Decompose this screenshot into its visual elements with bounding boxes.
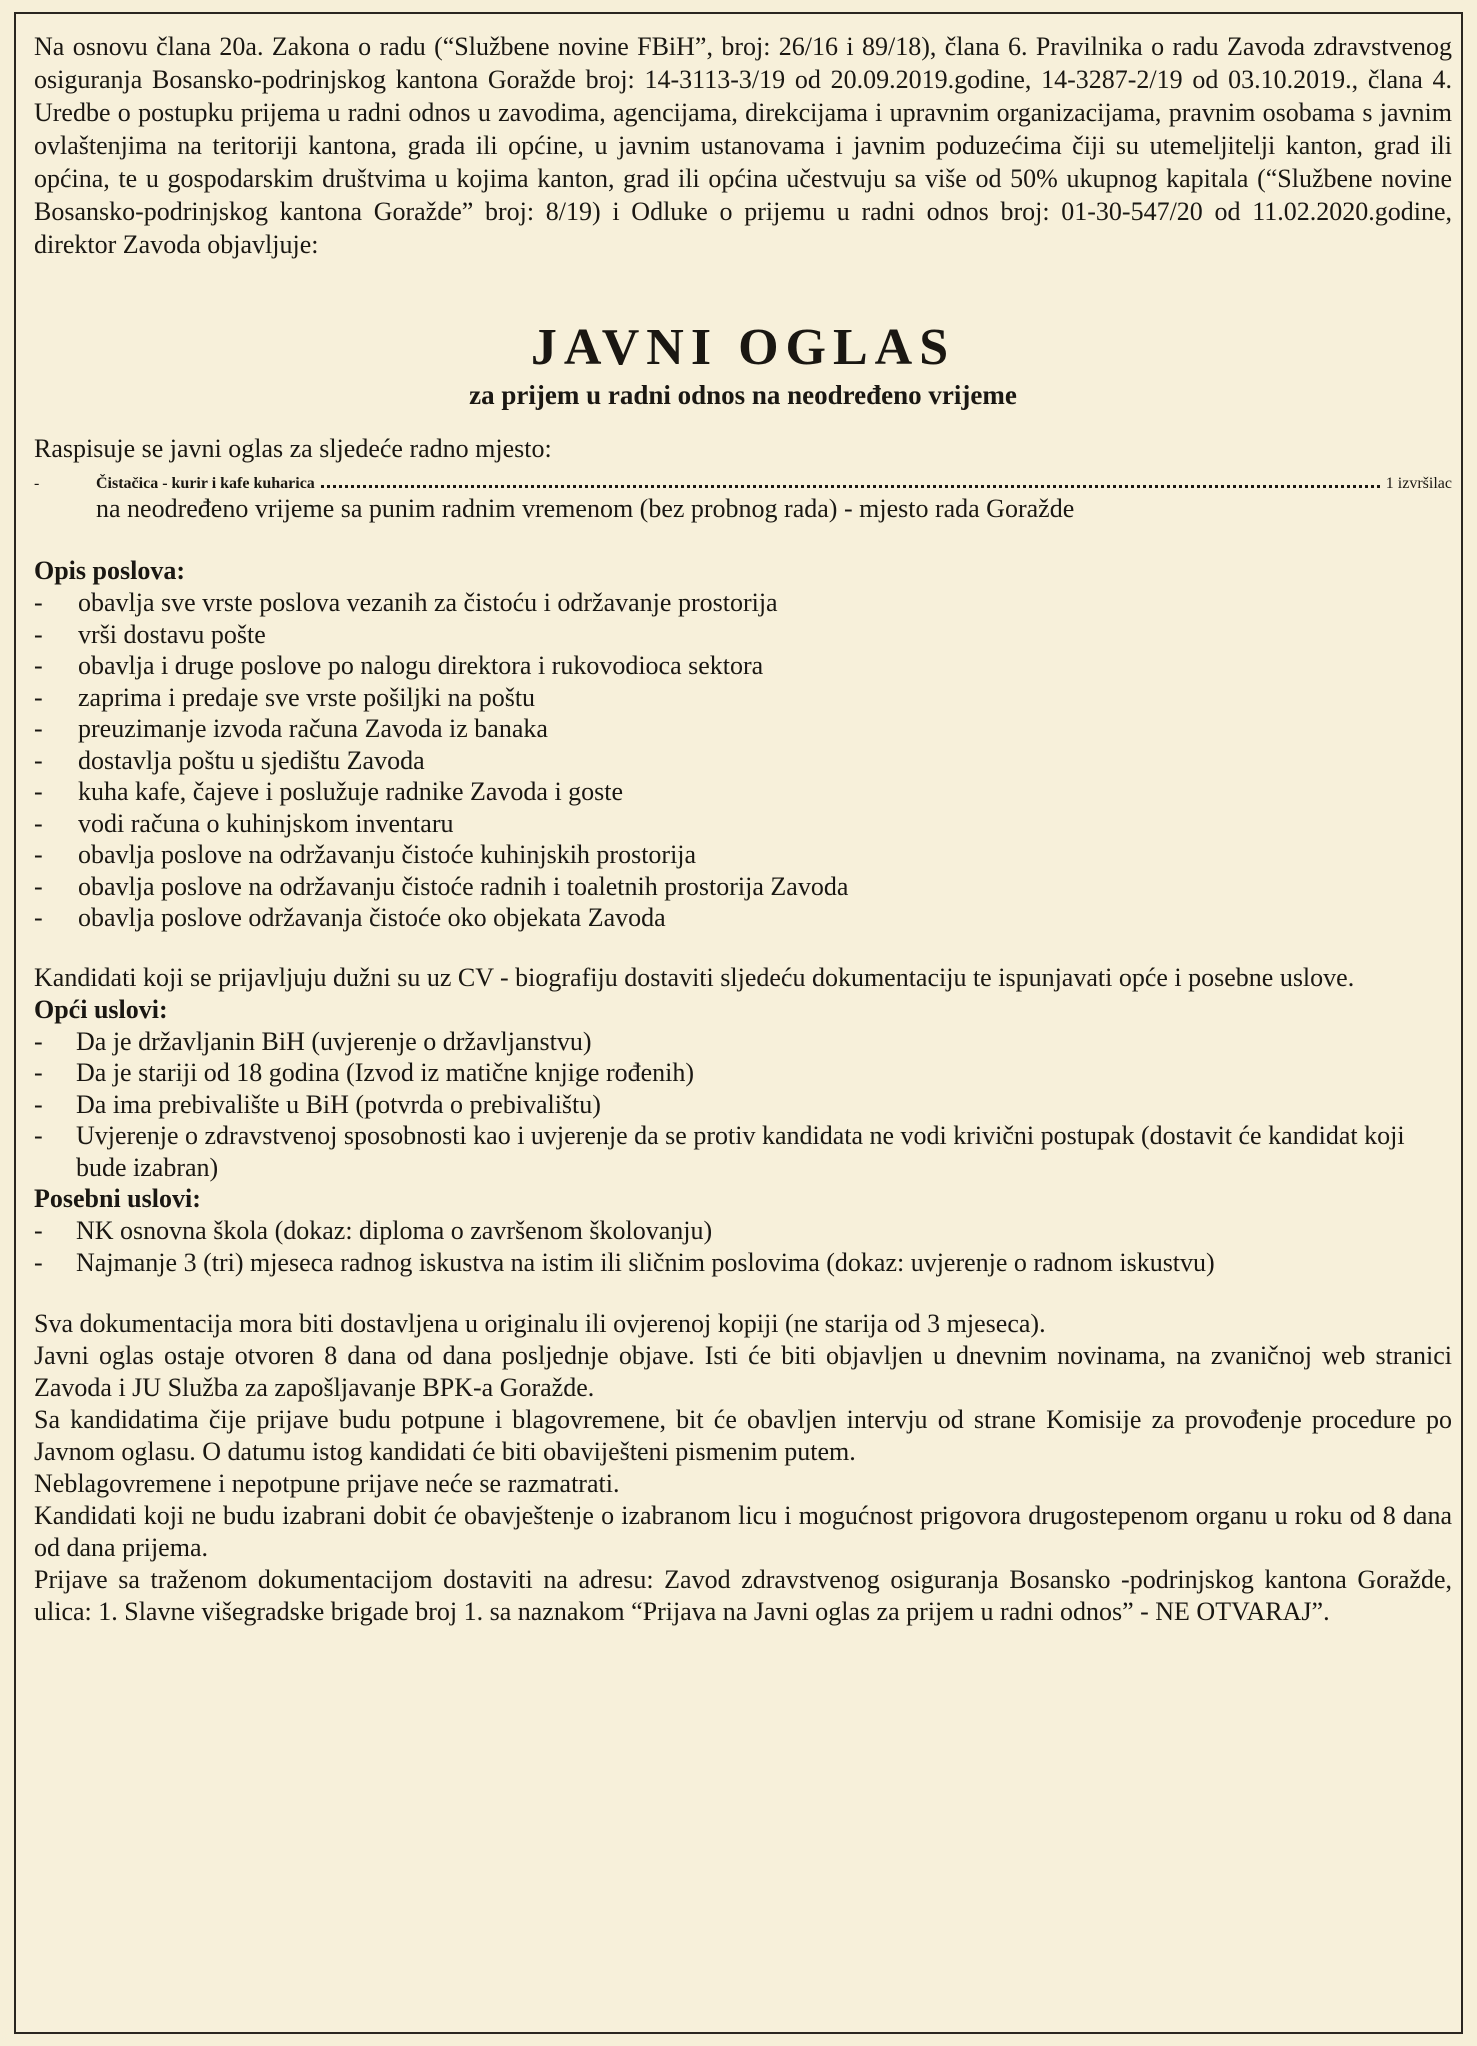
bullet-dash: - (34, 651, 43, 680)
list-item (34, 619, 1452, 651)
closing-paragraph: Sva dokumentacija mora biti dostavljena u originalu ili ovjerenoj kopiji (ne starija od 3 mjeseca). (34, 1309, 1046, 1338)
closing-paragraph: Sa kandidatima čije prijave budu potpune i blagovremene, bit će obavljen intervju od strane Komisije za provođenje procedure po Javnom oglasu. O datumu istog kandidati će biti obaviješteni pismenim putem. (34, 1405, 1452, 1466)
list-item-text: NK osnovna škola (dokaz: diploma o završenom školovanju) (76, 1216, 713, 1245)
list-item-text: vrši dostavu pošte (78, 619, 266, 649)
list-item-text: obavlja poslove na održavanju čistoće radnih i toaletnih prostorija Zavoda (78, 871, 849, 901)
closing-paragraph: Javni oglas ostaje otvoren 8 dana od dana posljednje objave. Isti će biti objavljen u dnevnim novinama, na zvaničnoj web stranici Zavoda i JU Služba za zapošljavanje BPK-a Goražde. (34, 1341, 1452, 1402)
intro-paragraph: Na osnovu člana 20a. Zakona o radu (“Službene novine FBiH”, broj: 26/16 i 89/18), člana 6. Pravilnika o radu Zavoda zdravstvenog osiguranja Bosansko-podrinjskog kantona Goražde broj: 14-3113-3/19 od 20.09.2019.godine, 14-3287-2/19 od 03.10.2019., člana 4. Uredbe o postupku prijema u radni odnos u zavodima, agencijama, direkcijama i upravnim organizacijama, pravnim osobama s javnim ovlaštenjima na teritoriji kantona, grada ili općine, u javnim ustanovama i javnim poduzećima čiji su utemeljitelji kanton, grad ili općina, te u gospodarskim društvima u kojima kanton, grad ili općina učestvuju sa više od 50% ukupnog kapitala (“Službene novine Bosansko-podrinjskog kantona Goražde” broj: 8/19) i Odluke o prijemu u radni odnos broj: 01-30-547/20 od 11.02.2020.godine, direktor Zavoda objavljuje: (34, 32, 1452, 259)
bullet-dash: - (34, 588, 43, 617)
list-item-text: preuzimanje izvoda računa Zavoda iz banaka (78, 714, 548, 743)
general-conditions-heading: Opći uslovi: (34, 994, 168, 1024)
duties-list (34, 587, 1452, 934)
duties-heading: Opis poslova: (34, 556, 185, 585)
list-item (34, 1026, 1452, 1058)
closing-section (34, 1308, 1452, 1628)
special-conditions-list (34, 1215, 1452, 1278)
list-item (34, 839, 1452, 871)
list-item (34, 1215, 1452, 1247)
bullet-dash: - (34, 619, 43, 649)
position-count: 1 izvršilac (1385, 475, 1452, 492)
document-title: JAVNI OGLAS (530, 319, 956, 376)
list-item-text: Uvjerenje o zdravstvenoj sposobnosti kao i uvjerenje da se protiv kandidata ne vodi krivični postupak (dostavit će kandidat koji bude izabran) (76, 1121, 1405, 1182)
list-item-text: Najmanje 3 (tri) mjeseca radnog iskustva na istim ili sličnim poslovima (dokaz: uvjerenje o radnom iskustvu) (76, 1247, 1215, 1277)
bullet-dash: - (34, 714, 43, 743)
announcement-text: Raspisuje se javni oglas za sljedeće radno mjesto: (34, 434, 552, 463)
list-item-text: obavlja sve vrste poslova vezanih za čistoću i održavanje prostorija (78, 588, 778, 617)
bullet-dash: - (34, 808, 43, 838)
position-detail: na neodređeno vrijeme sa punim radnim vremenom (bez probnog rada) - mjesto rada Goražde (96, 494, 1075, 523)
list-item (34, 682, 1452, 714)
list-item (34, 808, 1452, 840)
bullet-dash: - (34, 682, 43, 712)
bullet-dash: - (34, 840, 43, 869)
special-conditions-heading: Posebni uslovi: (34, 1184, 201, 1213)
bullet-dash: - (34, 1121, 43, 1150)
list-item-text: vodi računa o kuhinjskom inventaru (78, 808, 454, 838)
list-item (34, 587, 1452, 619)
list-item (34, 745, 1452, 777)
position-name: Čistačica - kurir i kafe kuharica (96, 475, 315, 492)
closing-paragraph: Neblagovremene i nepotpune prijave neće se razmatrati. (34, 1469, 620, 1498)
bullet-dash: - (34, 1216, 43, 1245)
list-item (34, 650, 1452, 682)
bullet-dash: - (34, 1089, 43, 1119)
list-item-text: Da je državljanin BiH (uvjerenje o državljanstvu) (76, 1026, 592, 1056)
bullet-dash: - (34, 903, 43, 932)
general-conditions-list (34, 1026, 1452, 1184)
bullet-dash: - (34, 1058, 43, 1087)
list-item (34, 713, 1452, 745)
bullet-dash: - (34, 1247, 43, 1277)
list-item (34, 776, 1452, 808)
closing-paragraph: Kandidati koji ne budu izabrani dobit će obavještenje o izabranom licu i mogućnost prigovora drugostepenom organu u roku od 8 dana od dana prijema. (34, 1501, 1452, 1562)
list-item-text: Da ima prebivalište u BiH (potvrda o prebivalištu) (76, 1089, 601, 1119)
position-line (34, 465, 1452, 493)
document-subtitle: za prijem u radni odnos na neodređeno vrijeme (469, 380, 1017, 410)
bullet-dash: - (34, 1026, 43, 1056)
dot-leader (321, 465, 1380, 488)
list-item-text: zaprima i predaje sve vrste pošiljki na poštu (78, 682, 536, 712)
position-dash: - (34, 475, 40, 492)
bullet-dash: - (34, 777, 43, 806)
list-item-text: dostavlja poštu u sjedištu Zavoda (78, 745, 425, 775)
list-item-text: kuha kafe, čajeve i poslužuje radnike Zavoda i goste (78, 777, 624, 806)
list-item-text: obavlja i druge poslove po nalogu direktora i rukovodioca sektora (78, 651, 764, 680)
candidates-note: Kandidati koji se prijavljuju dužni su uz CV - biografiju dostaviti sljedeću dokumentaciju te ispunjavati opće i posebne uslove. (34, 962, 1355, 992)
list-item-text: obavlja poslove na održavanju čistoće kuhinjskih prostorija (78, 840, 697, 869)
document-content (34, 30, 1452, 1628)
list-item (34, 1057, 1452, 1089)
list-item (34, 1120, 1452, 1183)
list-item (34, 1247, 1452, 1279)
closing-paragraph: Prijave sa traženom dokumentacijom dostaviti na adresu: Zavod zdravstvenog osiguranja Bosansko -podrinjskog kantona Goražde, ulica: 1. Slavne višegradske brigade broj 1. sa naznakom “Prijava na Javni oglas za prijem u radni odnos” - NE OTVARAJ”. (34, 1565, 1452, 1626)
bullet-dash: - (34, 745, 43, 775)
list-item-text: obavlja poslove održavanja čistoće oko objekata Zavoda (78, 903, 666, 932)
list-item (34, 1089, 1452, 1121)
list-item (34, 871, 1452, 903)
bullet-dash: - (34, 871, 43, 901)
list-item-text: Da je stariji od 18 godina (Izvod iz matične knjige rođenih) (76, 1058, 695, 1087)
list-item (34, 902, 1452, 934)
